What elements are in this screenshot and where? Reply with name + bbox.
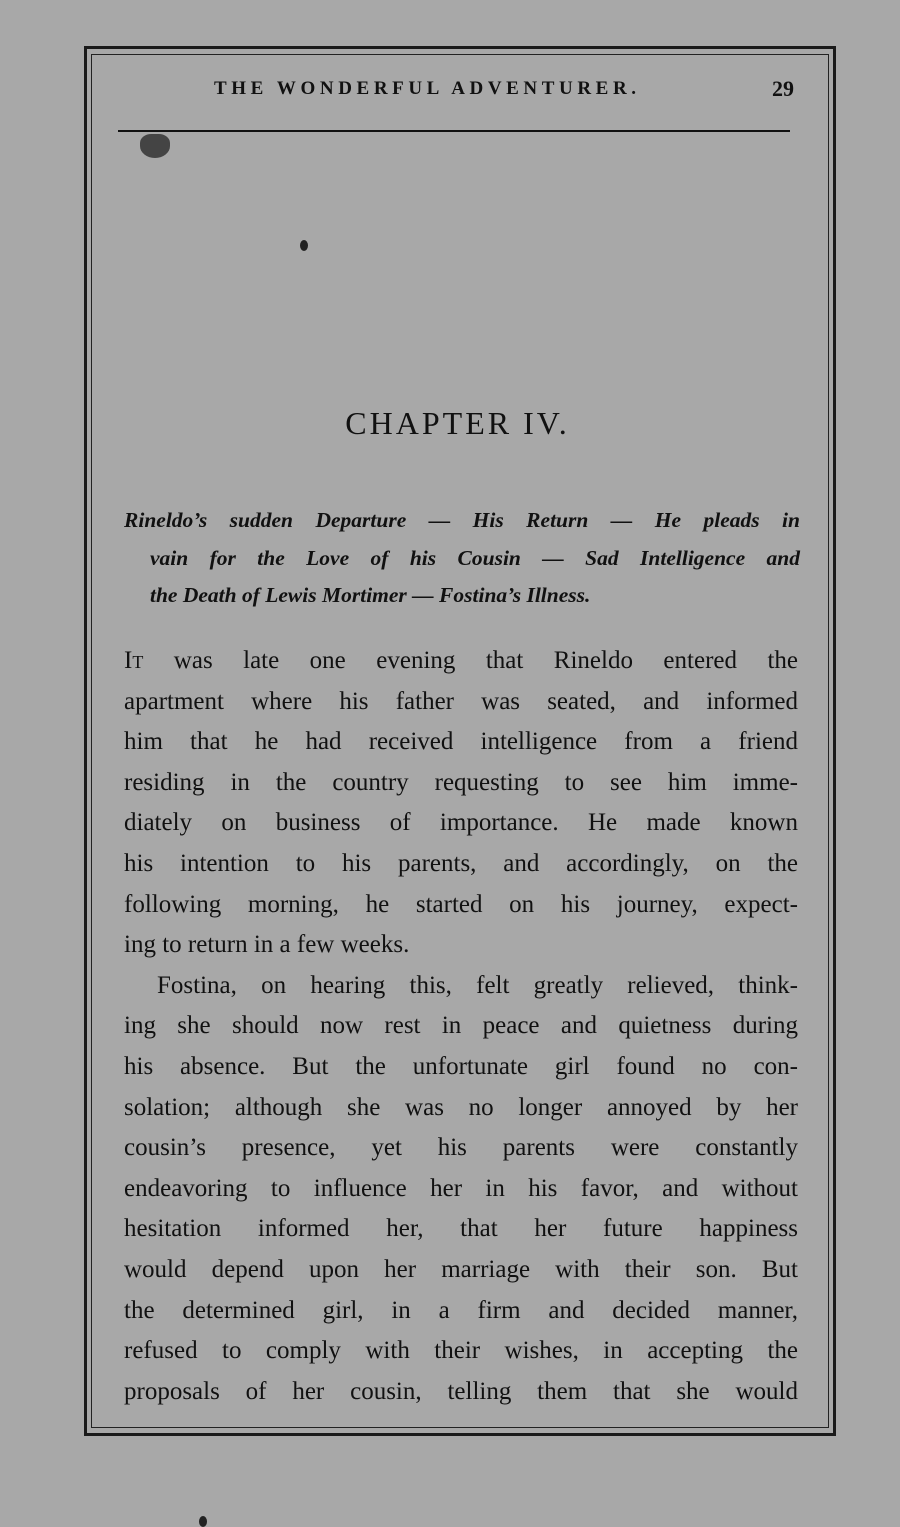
text-line — [124, 641, 798, 682]
text-line: endeavoring to influence her in his favor, and without — [124, 1174, 798, 1202]
text-line: proposals of her cousin, telling them that she would — [124, 1377, 798, 1405]
ink-speck — [199, 1516, 207, 1527]
running-header — [118, 76, 798, 110]
text-line: the determined girl, in a firm and decided manner, — [124, 1296, 798, 1324]
text-line: hesitation informed her, that her future happiness — [124, 1215, 798, 1243]
text-line: residing in the country requesting to see him imme- — [124, 768, 798, 796]
synopsis-line: vain for the Love of his Cousin — Sad Intelligence and — [150, 545, 800, 570]
text-line: his intention to his parents, and accordingly, on the — [124, 849, 798, 877]
ink-speck — [300, 240, 308, 251]
text-line: refused to comply with their wishes, in accepting the — [124, 1337, 798, 1365]
running-title: THE WONDERFUL ADVENTURER. — [214, 78, 641, 99]
text-line: his absence. But the unfortunate girl found no con- — [124, 1052, 798, 1080]
text-line: him that he had received intelligence from a friend — [124, 728, 798, 756]
page-number: 29 — [772, 76, 794, 101]
paragraph-1 — [124, 641, 798, 966]
ink-blot-mark — [140, 134, 170, 158]
drop-initial-word: It — [124, 647, 144, 674]
body-text — [124, 641, 798, 1412]
line-remainder: was late one evening that Rineldo entered the — [143, 647, 798, 674]
synopsis-line: Rineldo’s sudden Departure — His Return — He pleads in — [124, 508, 800, 532]
paragraph-2 — [124, 966, 798, 1413]
text-line: apartment where his father was seated, and informed — [124, 687, 798, 715]
header-rule — [118, 130, 790, 132]
text-line: diately on business of importance. He made known — [124, 809, 798, 837]
text-line: following morning, he started on his journey, expect- — [124, 890, 798, 918]
chapter-synopsis — [124, 502, 800, 615]
synopsis-line: the Death of Lewis Mortimer — Fostina’s Illness. — [150, 583, 591, 607]
text-line: Fostina, on hearing this, felt greatly relieved, think- — [157, 971, 798, 999]
chapter-heading: CHAPTER IV. — [345, 405, 570, 441]
text-line: solation; although she was no longer annoyed by her — [124, 1093, 798, 1121]
text-line: ing to return in a few weeks. — [124, 931, 410, 959]
text-line: ing she should now rest in peace and quietness during — [124, 1012, 798, 1040]
text-line: cousin’s presence, yet his parents were constantly — [124, 1134, 798, 1162]
text-line: would depend upon her marriage with their son. But — [124, 1255, 798, 1283]
